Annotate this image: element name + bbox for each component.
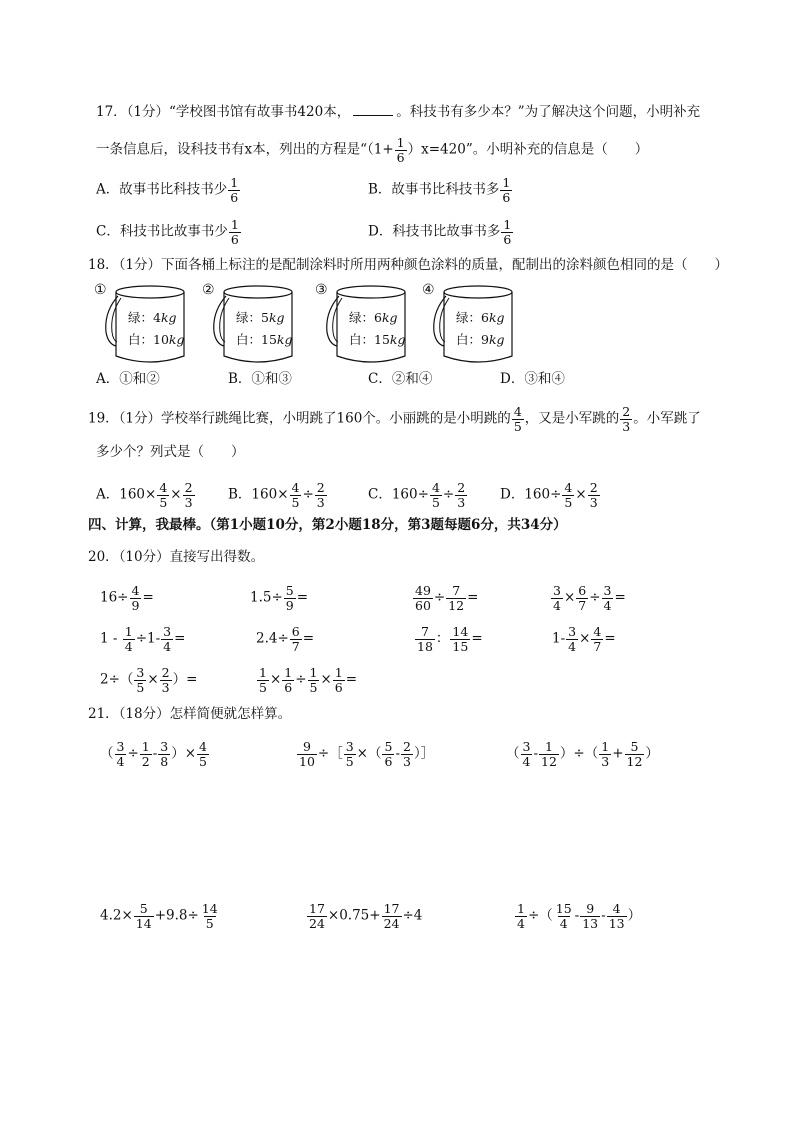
q20-item-7: $\frac{7}{18}$ ： $\frac{14}{15}$ =	[417, 624, 483, 654]
bucket-icon	[325, 284, 417, 368]
bucket-3-green: 绿：6kg	[349, 310, 398, 325]
q17-text-a: “学校图书馆有故事书420本，	[169, 104, 351, 120]
bucket-2-label: ②	[202, 282, 215, 298]
q18-score: （1分）	[118, 257, 162, 273]
q17-option-b[interactable]: B．故事书比科技书多 $\frac{1}{6}$	[368, 175, 511, 205]
bucket-4	[422, 282, 524, 368]
bucket-1-label: ①	[94, 282, 107, 298]
bucket-2	[202, 282, 304, 368]
q19-option-a[interactable]: A．160× $\frac{4}{5}$ × $\frac{2}{3}$	[96, 480, 193, 510]
q17-line2-a: 一条信息后，设科技书有x本，列出的方程是“（1+	[96, 141, 394, 158]
q18-line-1	[88, 259, 728, 273]
q17-option-a[interactable]: A．故事书比科技书少 $\frac{1}{6}$	[96, 175, 239, 205]
q20-item-8: 1- $\frac{3}{4}$ × $\frac{4}{7}$ =	[552, 624, 616, 654]
q18-option-b[interactable]: B．①和③	[228, 371, 292, 387]
q17-equation-fraction: $\frac{1}{6}$	[396, 135, 405, 165]
q21-item-5: $\frac{17}{24}$ ×0.75+ $\frac{17}{24}$ ÷4	[309, 901, 423, 931]
bucket-1-green: 绿：4kg	[128, 310, 177, 325]
bucket-1	[94, 282, 196, 368]
q17-option-c[interactable]: C．科技书比故事书少 $\frac{1}{6}$	[96, 217, 239, 247]
q21-item-2: $\frac{9}{10}$ ÷［ $\frac{3}{5}$ ×（ $\frac{5}{6}$ - $\frac{2}{3}$ ）］	[299, 739, 435, 769]
q17-score: （1分）	[126, 104, 170, 120]
q18-number: 18．	[88, 257, 119, 273]
q20-item-6: 2.4÷ $\frac{6}{7}$ =	[256, 624, 315, 654]
bucket-3	[315, 282, 417, 368]
q20-item-9: 2÷（ $\frac{3}{5}$ × $\frac{2}{3}$ ）=	[100, 665, 198, 695]
q20-line-1: 20．（10分）直接写出得数。	[88, 549, 265, 565]
q20-item-5: 1 - $\frac{1}{4}$ ÷1- $\frac{3}{4}$ =	[100, 624, 186, 654]
bucket-2-green: 绿：5kg	[236, 310, 285, 325]
section-4-heading: 四、计算，我最棒。（第1小题10分，第2小题18分，第3题每题6分，共34分）	[88, 517, 567, 533]
q17-line2-b: ）x=420”。小明补充的信息是（ ）	[407, 141, 649, 158]
q20-item-10: $\frac{1}{5}$ × $\frac{1}{6}$ ÷ $\frac{1}{5}$ × $\frac{1}{6}$ =	[259, 665, 358, 695]
q19-option-d[interactable]: D．160÷ $\frac{4}{5}$ × $\frac{2}{3}$	[500, 480, 598, 510]
q17-answer-blank[interactable]	[353, 103, 393, 116]
q20-item-3: $\frac{49}{60}$ ÷ $\frac{7}{12}$ =	[415, 583, 479, 613]
bucket-3-white: 白：15kg	[349, 332, 406, 347]
bucket-4-white: 白：9kg	[456, 332, 505, 347]
q18-option-d[interactable]: D．③和④	[500, 371, 565, 387]
q21-item-4: 4.2× $\frac{5}{14}$ +9.8÷ $\frac{14}{5}$	[100, 901, 218, 931]
q17-line-1	[96, 103, 700, 120]
q17-line-2	[96, 136, 648, 164]
q17-number: 17．	[96, 104, 127, 120]
bucket-4-green: 绿：6kg	[456, 310, 505, 325]
q19-option-c[interactable]: C．160÷ $\frac{4}{5}$ ÷ $\frac{2}{3}$	[368, 480, 466, 510]
q18-text: 下面各桶上标注的是配制涂料时所用两种颜色涂料的质量，配制出的涂料颜色相同的是（ ）	[161, 257, 729, 273]
q20-item-2: 1.5÷ $\frac{5}{9}$ =	[250, 583, 309, 613]
q17-option-d[interactable]: D．科技书比故事书多 $\frac{1}{6}$	[368, 217, 512, 247]
bucket-icon	[104, 284, 196, 368]
bucket-icon	[432, 284, 524, 368]
bucket-1-white: 白：10kg	[128, 332, 185, 347]
bucket-3-label: ③	[315, 282, 328, 298]
q21-item-1: （ $\frac{3}{4}$ ÷ $\frac{1}{2}$ - $\frac{3}{8}$ ）× $\frac{4}{5}$	[100, 739, 207, 769]
bucket-icon	[212, 284, 304, 368]
q20-item-4: $\frac{3}{4}$ × $\frac{6}{7}$ ÷ $\frac{3}{4}$ =	[553, 583, 626, 613]
q19-line-2: 多少个？列式是（ ）	[96, 444, 245, 460]
q19-option-b[interactable]: B．160× $\frac{4}{5}$ ÷ $\frac{2}{3}$	[228, 480, 325, 510]
q18-option-a[interactable]: A．①和②	[96, 371, 160, 387]
q17-text-b: 。科技书有多少本？”为了解决这个问题，小明补充	[396, 104, 701, 120]
q20-item-1: 16÷ $\frac{4}{9}$ =	[100, 583, 154, 613]
q19-line-1: 19．（1分）学校举行跳绳比赛，小明跳了160个。小丽跳的是小明跳的 $\frac{4}{5}$ ，又是小军跳的 $\frac{2}{3}$ 。小军跳了	[88, 404, 701, 434]
q21-item-3: （ $\frac{3}{4}$ - $\frac{1}{12}$ ）÷（ $\frac{1}{3}$ + $\frac{5}{12}$ ）	[506, 739, 659, 769]
bucket-4-label: ④	[422, 282, 435, 298]
q18-option-c[interactable]: C．②和④	[368, 371, 433, 387]
q21-line-1: 21．（18分）怎样简便就怎样算。	[88, 706, 292, 722]
bucket-2-white: 白：15kg	[236, 332, 293, 347]
q21-item-6: $\frac{1}{4}$ ÷（ $\frac{15}{4}$ - $\frac{9}{13}$ - $\frac{4}{13}$ ）	[517, 901, 642, 931]
